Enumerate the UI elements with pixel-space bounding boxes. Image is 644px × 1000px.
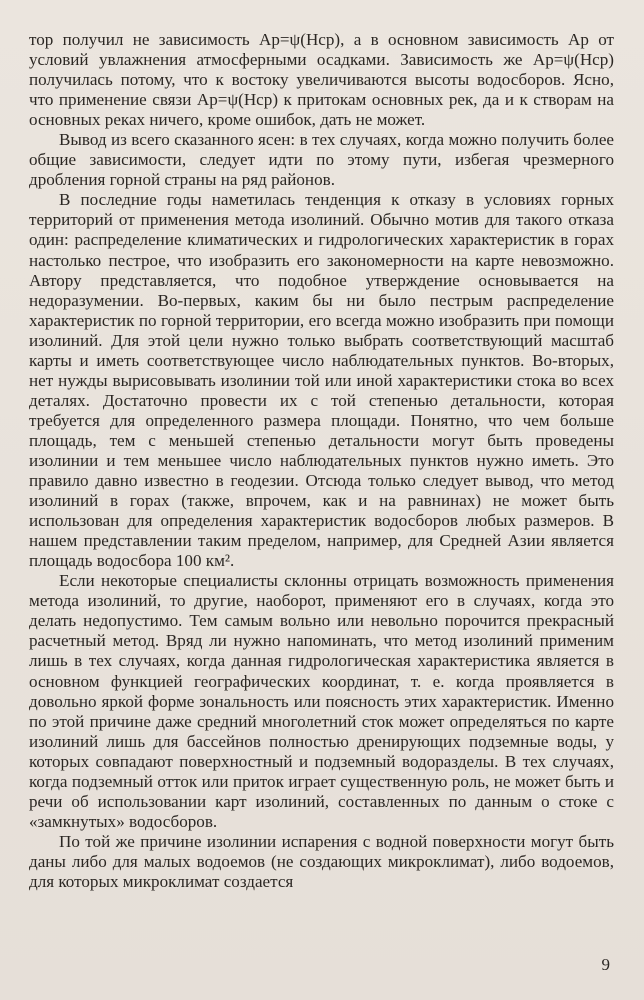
paragraph-4: Если некоторые специалисты склонны отрицать возможность применения метода изолиний, то другие, наоборот, применяют его в случаях, когда это делать недопустимо. Тем самым вольно или невольно порочится прекрасный расчетный метод. Вряд ли нужно напоминать, что метод изолиний применим лишь в тех случаях, когда данная гидрологическая характеристика является в основном функцией географических координат, т. е. когда проявляется в довольно яркой форме зональность или поясность этих характеристик. Именно по этой причине даже средний многолетний сток может определяться по карте изолиний лишь для бассейнов полностью дренирующих подземные воды, у которых совпадают поверхностный и подземный водоразделы. В тех случаях, когда подземный отток или приток играет существенную роль, не может быть и речи об использовании карт изолиний, составленных по данным о стоке с «замкнутых» водосборов. bbox=[29, 571, 614, 831]
paragraph-2: Вывод из всего сказанного ясен: в тех случаях, когда можно получить более общие зависимости, следует идти по этому пути, избегая чрезмерного дробления горной страны на ряд районов. bbox=[29, 130, 614, 190]
page-number: 9 bbox=[601, 955, 610, 974]
body-text bbox=[29, 30, 614, 892]
paragraph-1: тор получил не зависимость Aр=ψ(Hср), а в основном зависимость Aр от условий увлажнения атмосферными осадками. Зависимость же Aр=ψ(Hср) получилась потому, что к востоку увеличиваются высоты водосборов. Ясно, что применение связи Aр=ψ(Hср) к притокам основных рек, да и к створам на основных реках ничего, кроме ошибок, дать не может. bbox=[29, 30, 614, 130]
paragraph-3: В последние годы наметилась тенденция к отказу в условиях горных территорий от применения метода изолиний. Обычно мотив для такого отказа один: распределение климатических и гидрологических характеристик в горах настолько пестрое, что изобразить его закономерности на карте невозможно. Автору представляется, что подобное утверждение основывается на недоразумении. Во-первых, каким бы ни было пестрым распределение характеристик по горной территории, его всегда можно изобразить при помощи изолиний. Для этой цели нужно только выбрать соответствующий масштаб карты и иметь соответствующее число наблюдательных пунктов. Во-вторых, нет нужды вырисовывать изолинии той или иной характеристики стока во всех деталях. Достаточно провести их с той степенью детальности, которая требуется для определенного размера площади. Понятно, что чем больше площадь, тем с меньшей степенью детальности могут быть проведены изолинии и тем меньшее число наблюдательных пунктов нужно иметь. Это правило давно известно в геодезии. Отсюда только следует вывод, что метод изолиний в горах (также, впрочем, как и на равнинах) не может быть использован для определения характеристик водосборов любых размеров. В нашем представлении таким пределом, например, для Средней Азии является площадь водосбора 100 км². bbox=[29, 190, 614, 571]
paragraph-5: По той же причине изолинии испарения с водной поверхности могут быть даны либо для малых водоемов (не создающих микроклимат), либо водоемов, для которых микроклимат создается bbox=[29, 831, 614, 891]
